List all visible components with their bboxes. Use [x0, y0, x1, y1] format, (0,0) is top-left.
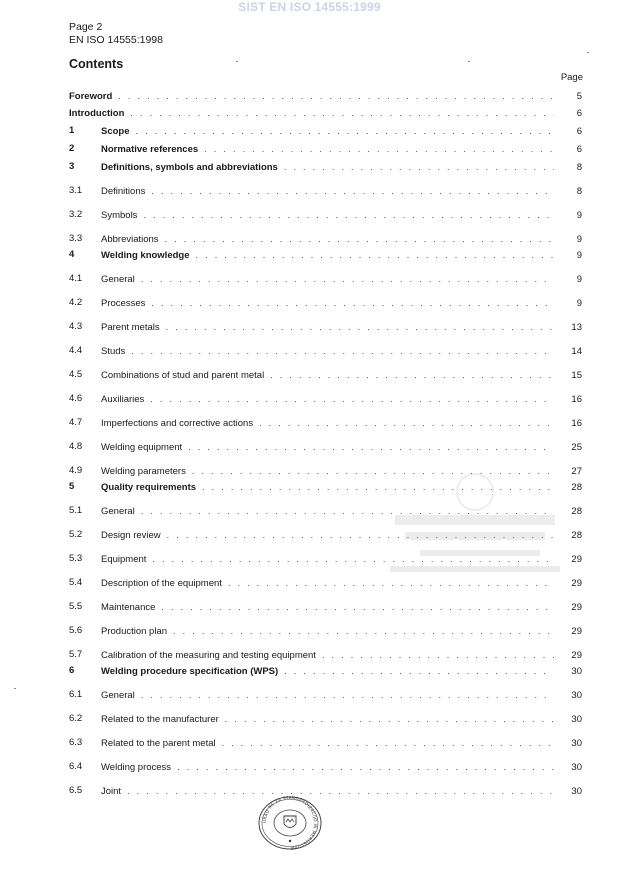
toc-entry-line: [101, 760, 582, 775]
toc-number: 4.1: [69, 273, 83, 284]
toc-leader-dots: [130, 106, 554, 120]
toc-entry: [69, 184, 582, 198]
toc-leader-dots: [141, 688, 554, 702]
toc-title: Welding knowledge: [101, 250, 190, 261]
toc-entry-line: [101, 142, 582, 157]
toc-page-number: 30: [571, 690, 582, 701]
toc-number: 5.3: [69, 553, 83, 564]
toc-number: 4: [69, 249, 75, 260]
toc-entry-line: [101, 784, 582, 799]
toc-page-number: 29: [571, 626, 582, 637]
toc-title: Definitions, symbols and abbreviations: [101, 162, 278, 173]
toc-title: Abbreviations: [101, 234, 159, 245]
toc-entry: [69, 124, 582, 138]
toc-page-number: 13: [571, 322, 582, 333]
toc-leader-dots: [151, 296, 554, 310]
toc-number: 5.4: [69, 577, 83, 588]
toc-entry-line: [101, 600, 582, 615]
standard-id: EN ISO 14555:1998: [69, 34, 163, 46]
scan-speck: [587, 52, 589, 53]
toc-page-number: 27: [571, 466, 582, 477]
toc-number: 2: [69, 143, 75, 154]
toc-number: 5: [69, 481, 75, 492]
toc-leader-dots: [127, 784, 554, 798]
toc-entry-line: [101, 416, 582, 431]
toc-title: Foreword: [69, 91, 113, 102]
toc-number: 5.6: [69, 625, 83, 636]
toc-title: Scope: [101, 126, 130, 137]
toc-page-number: 28: [571, 530, 582, 541]
toc-page-number: 30: [571, 738, 582, 749]
toc-leader-dots: [204, 142, 554, 156]
toc-leader-dots: [188, 440, 554, 454]
page-header: [69, 21, 163, 47]
toc-title: Studs: [101, 346, 126, 357]
toc-number: 5.5: [69, 601, 83, 612]
toc-leader-dots: [196, 248, 555, 262]
toc-leader-dots: [177, 760, 554, 774]
toc-number: 5.1: [69, 505, 83, 516]
toc-entry-line: [101, 440, 582, 455]
toc-title: Welding process: [101, 762, 172, 773]
toc-title: Introduction: [69, 108, 125, 119]
toc-entry-line: [101, 296, 582, 311]
toc-entry-line: [101, 248, 582, 263]
toc-leader-dots: [118, 89, 554, 103]
toc-page-number: 28: [571, 482, 582, 493]
toc-entry-line: [101, 124, 582, 139]
toc-title: Related to the parent metal: [101, 738, 216, 749]
toc-entry: [69, 368, 582, 382]
toc-leader-dots: [225, 712, 554, 726]
toc-title: Description of the equipment: [101, 578, 222, 589]
toc-entry-line: [101, 712, 582, 727]
toc-leader-dots: [222, 736, 554, 750]
toc-page-number: 8: [576, 162, 582, 173]
toc-title: Imperfections and corrective actions: [101, 418, 254, 429]
toc-entry: [69, 648, 582, 662]
toc-number: 1: [69, 125, 75, 136]
toc-page-number: 6: [576, 144, 582, 155]
toc-title: Production plan: [101, 626, 168, 637]
toc-page-number: 30: [571, 714, 582, 725]
toc-entry: [69, 624, 582, 638]
toc-page-number: 9: [576, 210, 582, 221]
toc-number: 4.3: [69, 321, 83, 332]
toc-title: Related to the manufacturer: [101, 714, 219, 725]
toc-number: 6: [69, 665, 75, 676]
toc-entry: [69, 208, 582, 222]
toc-number: 6.2: [69, 713, 83, 724]
toc-page-number: 30: [571, 762, 582, 773]
toc-title: Definitions: [101, 186, 146, 197]
toc-leader-dots: [151, 184, 554, 198]
toc-number: 4.9: [69, 465, 83, 476]
toc-number: 4.2: [69, 297, 83, 308]
watermark: SIST EN ISO 14555:1999: [238, 0, 381, 14]
toc-page-number: 29: [571, 578, 582, 589]
toc-number: 4.8: [69, 441, 83, 452]
toc-number: 3.3: [69, 233, 83, 244]
toc-page-number: 6: [576, 108, 582, 119]
toc-entry-line: [101, 272, 582, 287]
toc-entry: [69, 392, 582, 406]
contents-title: Contents: [69, 57, 124, 71]
toc-entry-line: [69, 89, 582, 104]
toc-number: 6.4: [69, 761, 83, 772]
scan-speck: [14, 688, 16, 689]
toc-title: General: [101, 690, 135, 701]
toc-entry-line: [101, 368, 582, 383]
toc-entry-line: [101, 664, 582, 679]
toc-entry-line: [101, 688, 582, 703]
toc-entry-line: [101, 392, 582, 407]
page-number: Page 2: [69, 21, 103, 33]
toc-title: Welding parameters: [101, 466, 186, 477]
faint-stamp-mark: [385, 470, 565, 585]
toc-page-number: 9: [576, 250, 582, 261]
toc-page-number: 6: [576, 126, 582, 137]
toc-entry-line: [69, 106, 582, 121]
toc-title: Symbols: [101, 210, 138, 221]
scan-speck: [468, 61, 470, 62]
toc-title: Design review: [101, 530, 161, 541]
toc-leader-dots: [284, 664, 554, 678]
toc-leader-dots: [141, 272, 554, 286]
toc-entry-line: [101, 736, 582, 751]
toc-page-number: 5: [576, 91, 582, 102]
toc-page-number: 16: [571, 418, 582, 429]
toc-entry: [69, 712, 582, 726]
toc-entry-line: [101, 208, 582, 223]
toc-number: 4.4: [69, 345, 83, 356]
toc-entry: [69, 344, 582, 358]
toc-leader-dots: [136, 124, 554, 138]
toc-entry-line: [101, 184, 582, 199]
toc-page-number: 9: [576, 298, 582, 309]
toc-leader-dots: [173, 624, 554, 638]
toc-entry: [69, 320, 582, 334]
toc-title: General: [101, 274, 135, 285]
toc-page-number: 9: [576, 234, 582, 245]
toc-leader-dots: [143, 208, 554, 222]
toc-number: 4.6: [69, 393, 83, 404]
toc-entry: [69, 296, 582, 310]
toc-entry: [69, 416, 582, 430]
toc-entry: [69, 89, 582, 103]
toc-title: Processes: [101, 298, 146, 309]
toc-page-number: 8: [576, 186, 582, 197]
toc-title: Parent metals: [101, 322, 160, 333]
toc-number: 6.3: [69, 737, 83, 748]
toc-entry: [69, 160, 582, 174]
toc-page-number: 9: [576, 274, 582, 285]
official-seal-icon: [257, 795, 323, 851]
toc-title: Joint: [101, 786, 122, 797]
toc-entry: [69, 272, 582, 286]
toc-title: Quality requirements: [101, 482, 197, 493]
toc-number: 6.5: [69, 785, 83, 796]
toc-number: 4.5: [69, 369, 83, 380]
toc-page-number: 25: [571, 442, 582, 453]
toc-entry-line: [101, 232, 582, 247]
toc-entry: [69, 142, 582, 156]
toc-title: Equipment: [101, 554, 147, 565]
toc-title: Welding equipment: [101, 442, 183, 453]
page-column-header: Page: [560, 72, 583, 83]
toc-leader-dots: [161, 600, 554, 614]
toc-leader-dots: [150, 392, 554, 406]
toc-entry-line: [101, 344, 582, 359]
toc-entry: [69, 248, 582, 262]
toc-page-number: 30: [571, 666, 582, 677]
toc-page-number: 15: [571, 370, 582, 381]
toc-entry: [69, 232, 582, 246]
scan-speck: [236, 61, 238, 62]
toc-leader-dots: [166, 320, 554, 334]
toc-title: General: [101, 506, 135, 517]
toc-number: 3.1: [69, 185, 83, 196]
toc-page-number: 29: [571, 602, 582, 613]
toc-number: 4.7: [69, 417, 83, 428]
toc-leader-dots: [259, 416, 554, 430]
toc-leader-dots: [284, 160, 554, 174]
toc-entry: [69, 600, 582, 614]
toc-entry: [69, 760, 582, 774]
toc-entry-line: [101, 648, 582, 663]
toc-title: Combinations of stud and parent metal: [101, 370, 265, 381]
toc-entry-line: [101, 624, 582, 639]
toc-leader-dots: [165, 232, 554, 246]
toc-page-number: 16: [571, 394, 582, 405]
toc-entry: [69, 736, 582, 750]
toc-entry: [69, 106, 582, 120]
toc-entry-line: [101, 160, 582, 175]
toc-page-number: 28: [571, 506, 582, 517]
toc-title: Auxiliaries: [101, 394, 145, 405]
toc-leader-dots: [270, 368, 554, 382]
toc-entry: [69, 440, 582, 454]
toc-number: 5.7: [69, 649, 83, 660]
toc-title: Calibration of the measuring and testing equipment: [101, 650, 316, 661]
toc-leader-dots: [131, 344, 554, 358]
toc-title: Welding procedure specification (WPS): [101, 666, 279, 677]
toc-entry: [69, 784, 582, 798]
toc-number: 5.2: [69, 529, 83, 540]
toc-number: 3.2: [69, 209, 83, 220]
toc-entry: [69, 688, 582, 702]
toc-page-number: 30: [571, 786, 582, 797]
toc-number: 6.1: [69, 689, 83, 700]
toc-entry-line: [101, 320, 582, 335]
seal-text: URAD RS ZA STANDARDIZACIJO IN MEROSLOVJE: [261, 795, 319, 851]
toc-page-number: 29: [571, 650, 582, 661]
toc-title: Maintenance: [101, 602, 156, 613]
toc-leader-dots: [322, 648, 554, 662]
toc-page-number: 14: [571, 346, 582, 357]
toc-title: Normative references: [101, 144, 199, 155]
toc-page-number: 29: [571, 554, 582, 565]
toc-number: 3: [69, 161, 75, 172]
toc-entry: [69, 664, 582, 678]
